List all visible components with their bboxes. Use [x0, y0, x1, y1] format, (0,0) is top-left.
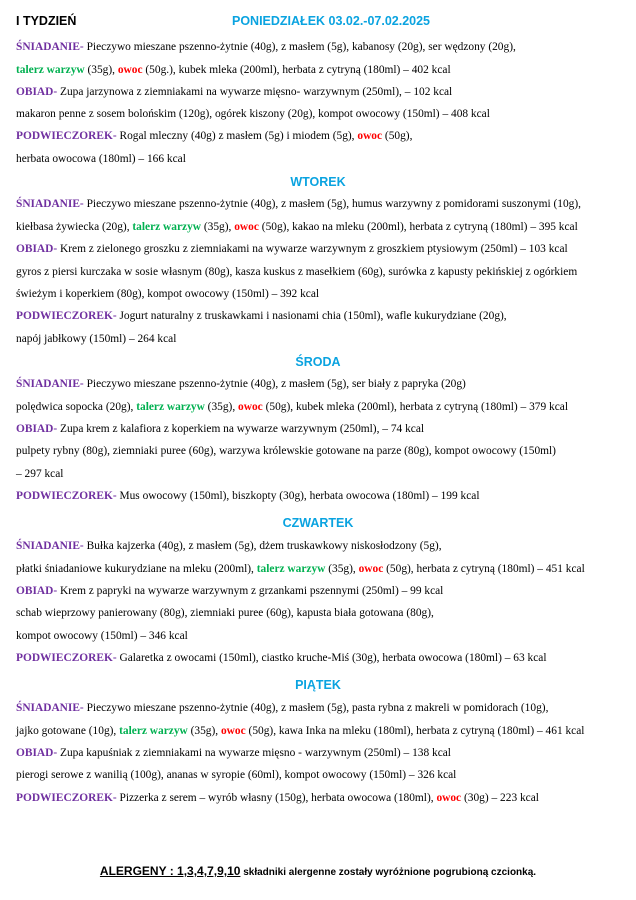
allergen-list: ALERGENY : 1,3,4,7,9,10 [99, 864, 241, 878]
menu-text-emphasis: owoc [357, 130, 383, 142]
menu-text-emphasis: 346 kcal [148, 630, 188, 642]
menu-text: (5g), dżem truskawkowy niskosłodzony (5g), [231, 540, 442, 552]
menu-text: Pieczywo mieszane [83, 198, 179, 210]
day-heading: WTOREK [290, 175, 346, 189]
menu-text: (40g), z [247, 41, 290, 53]
menu-text-emphasis: 297 kcal [24, 468, 64, 480]
meal-label: ŚNIADANIE- [16, 702, 84, 714]
menu-text-emphasis: talerz warzyw [136, 401, 205, 413]
menu-text-emphasis: 103 kcal [528, 243, 568, 255]
menu-text-emphasis: Jogurt naturalny [119, 310, 194, 322]
menu-text: (35g), [204, 401, 239, 413]
menu-line [16, 606, 628, 620]
meal-label: PODWIECZOREK- [16, 490, 117, 502]
menu-text: Galaretka z owocami (150ml), [116, 652, 262, 664]
menu-text: (35g), [187, 725, 221, 737]
menu-text-emphasis: 379 kcal [529, 401, 568, 413]
menu-text-emphasis: 99 kcal [410, 585, 444, 597]
meal-label: OBIAD- [16, 243, 58, 255]
menu-text-emphasis: panierowany [98, 607, 158, 619]
meal-label: PODWIECZOREK- [16, 792, 117, 804]
menu-text: (50g), kawa Inka [245, 725, 329, 737]
menu-text-emphasis: makaron [16, 108, 56, 120]
menu-text-emphasis: warzywnym [304, 747, 362, 759]
menu-text: (20g), [485, 41, 516, 53]
menu-text: (5g), humus warzywny z pomidorami suszonymi (10g), [324, 198, 582, 210]
meal-label: PODWIECZOREK- [16, 130, 117, 142]
menu-text: Krem z papryki na wywarze [57, 585, 192, 597]
meal-label: OBIAD- [16, 747, 58, 759]
menu-text-emphasis: 166 kcal [146, 153, 186, 165]
menu-text-emphasis: 408 kcal [451, 108, 490, 120]
menu-line [16, 197, 628, 211]
menu-text: (250ml) – [361, 747, 413, 759]
menu-text: (40g) z [188, 130, 227, 142]
meal-label: OBIAD- [16, 423, 58, 435]
menu-text: (60g), kapusta biała gotowana (80g), [263, 607, 434, 619]
menu-text: (60g), warzywa królewskie gotowane na parze (80g), kompot owocowy (150ml) [185, 445, 556, 457]
meal-label: PODWIECZOREK- [16, 652, 117, 664]
menu-text-emphasis: owoc [436, 792, 462, 804]
menu-text-emphasis: 223 kcal [500, 792, 539, 804]
menu-text: (250ml), – [359, 86, 414, 98]
menu-text-emphasis: mleka [209, 64, 238, 76]
menu-text-emphasis: mleka [326, 401, 355, 413]
menu-text-emphasis: biszkopty [232, 490, 277, 502]
menu-text: kiełbasa żywiecka (20g), [16, 221, 133, 233]
menu-text-emphasis: owoc [220, 725, 246, 737]
menu-text-emphasis: 138 kcal [412, 747, 451, 759]
menu-text: (30g) – [461, 792, 501, 804]
menu-text-emphasis: warzywnym z grzankami pszennymi [191, 585, 360, 597]
menu-text: (250ml), – [337, 423, 391, 435]
menu-line [16, 242, 628, 256]
menu-line [16, 107, 628, 121]
menu-text: (250ml) – [359, 585, 411, 597]
menu-line [16, 467, 628, 481]
menu-text-emphasis: Rogal mleczny [119, 130, 189, 142]
menu-text-emphasis: talerz warzyw [119, 725, 188, 737]
menu-text: (60g), surówka z kapusty pekińskiej z ogórkiem [355, 266, 578, 278]
meal-label: ŚNIADANIE- [16, 378, 84, 390]
menu-text: kruche-Miś (30g), herbata owocowa (180ml) – [293, 652, 514, 664]
menu-line [16, 746, 628, 760]
menu-text-emphasis: puree [238, 607, 264, 619]
meal-label: PODWIECZOREK- [16, 310, 117, 322]
menu-text-emphasis: warzywnym [309, 243, 367, 255]
menu-text-emphasis: 392 kcal [280, 288, 320, 300]
menu-text: (20g) [438, 378, 466, 390]
menu-text: Zupa krem z kalafiora z koperkiem na wywarze [57, 423, 281, 435]
menu-text-emphasis: warzywnym [303, 86, 360, 98]
menu-text: penne z sosem bolońskim (120g), ogórek kiszony (20g), kompot owocowy (150ml) – [55, 108, 451, 120]
menu-line [16, 724, 628, 738]
menu-text: (50g), kakao na [258, 221, 336, 233]
menu-line [16, 539, 628, 553]
menu-line [16, 400, 628, 414]
menu-text: kompot owocowy (150ml) – [16, 630, 149, 642]
menu-text-emphasis: mleku [335, 221, 365, 233]
meal-label: ŚNIADANIE- [16, 540, 84, 552]
menu-text: Mus owocowy (150ml), [116, 490, 233, 502]
menu-text-emphasis: pszenno-żytnie [178, 41, 248, 53]
menu-text: Krem z zielonego groszku z ziemniakami na wywarze [57, 243, 310, 255]
menu-text: gyros z piersi kurczaka w sosie własnym (80g), kasza kuskus z [16, 266, 306, 278]
menu-text-emphasis: masłem [196, 540, 232, 552]
menu-line [16, 309, 628, 323]
menu-line [16, 129, 628, 143]
menu-text-emphasis: owoc [358, 563, 384, 575]
menu-text-emphasis: ser biały z papryka [351, 378, 439, 390]
menu-text: gotowane (10g), [38, 725, 120, 737]
menu-line [16, 422, 628, 436]
menu-line [16, 562, 628, 576]
menu-text-emphasis: masłem [226, 130, 262, 142]
menu-text-emphasis: owoc [234, 221, 259, 233]
menu-text: świeżym i koperkiem (80g), kompot owocowy (150ml) – [16, 288, 281, 300]
menu-text-emphasis: ser wędzony [428, 41, 486, 53]
menu-text: w pomidorach (10g), [449, 702, 549, 714]
menu-line [16, 701, 628, 715]
meal-label: ŚNIADANIE- [16, 198, 84, 210]
menu-text: polędwica sopocka (20g), [16, 401, 137, 413]
menu-text: Pieczywo mieszane [83, 702, 179, 714]
menu-text-emphasis: 102 kcal [413, 86, 453, 98]
menu-text-emphasis: jajko [16, 725, 39, 737]
menu-text-emphasis: talerz warzyw [256, 563, 326, 575]
menu-text-emphasis: 264 kcal [137, 333, 177, 345]
menu-text-emphasis: 199 kcal [440, 490, 480, 502]
menu-text: Pieczywo mieszane [83, 378, 179, 390]
menu-text-emphasis: pierogi serowe [16, 769, 84, 781]
menu-text: Zupa kapuśniak z ziemniakami na wywarze mięsno - [57, 747, 305, 759]
menu-text-emphasis: 461 kcal [545, 725, 585, 737]
menu-text-emphasis: 451 kcal [545, 563, 585, 575]
menu-text-emphasis: Bułka kajzerka [86, 540, 156, 552]
menu-line [16, 220, 628, 234]
menu-line [16, 791, 628, 805]
menu-text: (50g), herbata z cytryną (180ml) – [383, 563, 546, 575]
menu-text: (50g.), kubek [142, 64, 210, 76]
menu-text: herbata owocowa (180ml) – [16, 153, 147, 165]
menu-text: z groszkiem ptysiowym (250ml) – [366, 243, 529, 255]
menu-text: (30g), herbata owocowa (180ml) – [276, 490, 441, 502]
menu-text-emphasis: mleku [183, 563, 212, 575]
menu-text: (5g), kabanosy (20g), [324, 41, 429, 53]
menu-text-emphasis: warzywnym [280, 423, 338, 435]
menu-text-emphasis: 63 kcal [513, 652, 547, 664]
date-range: PONIEDZIAŁEK 03.02.-07.02.2025 [232, 14, 431, 28]
menu-text-emphasis: ciastko [261, 652, 294, 664]
menu-line [16, 287, 628, 301]
menu-text-emphasis: masłem [289, 198, 325, 210]
menu-text-emphasis: pulpety rybny [16, 445, 80, 457]
menu-text: (80g), ziemniaki [79, 445, 161, 457]
menu-text: (35g), [84, 64, 118, 76]
menu-line [16, 265, 628, 279]
menu-text: (200ml), herbata z cytryną (180ml) – [237, 64, 412, 76]
menu-text: (40g), z [247, 378, 290, 390]
menu-text: (5g), pasta [324, 702, 379, 714]
meal-label: OBIAD- [16, 585, 58, 597]
menu-text-emphasis: pszenno-żytnie [178, 198, 248, 210]
menu-text-emphasis: pszenno-żytnie [178, 378, 248, 390]
menu-line [16, 63, 628, 77]
menu-text-emphasis: 402 kcal [411, 64, 451, 76]
menu-line [16, 152, 628, 166]
day-heading: PIĄTEK [295, 678, 341, 692]
menu-text-emphasis: talerz warzyw [132, 221, 202, 233]
menu-line [16, 629, 628, 643]
menu-text: (35g), [325, 563, 359, 575]
menu-text: (200ml), [211, 563, 257, 575]
menu-text-emphasis: masłem [289, 41, 325, 53]
menu-text: – [16, 468, 25, 480]
menu-text: (40g), z [247, 702, 290, 714]
menu-text: (5g) i miodem (5g), [261, 130, 358, 142]
menu-line [16, 489, 628, 503]
menu-text-emphasis: 326 kcal [417, 769, 457, 781]
menu-text-emphasis: masłem [289, 378, 325, 390]
menu-text: – wyrób własny (150g), herbata owocowa (180ml), [196, 792, 437, 804]
menu-text-emphasis: 395 kcal [538, 221, 578, 233]
menu-text: (40g), z [155, 540, 197, 552]
menu-text-emphasis: owoc [238, 401, 263, 413]
menu-text-emphasis: puree [160, 445, 186, 457]
menu-text: (5g), [324, 378, 352, 390]
menu-text-emphasis: pszenno-żytnie [178, 702, 248, 714]
menu-text: (40g), z [247, 198, 290, 210]
menu-text-emphasis: owoc [117, 64, 143, 76]
menu-text-emphasis: masełkiem [305, 266, 356, 278]
menu-text: (180ml), herbata z cytryną (180ml) – [370, 725, 546, 737]
menu-text-emphasis: Pizzerka z serem [119, 792, 197, 804]
menu-text: Zupa jarzynowa z ziemniakami na wywarze mięsno- [57, 86, 304, 98]
menu-text-emphasis: masłem [289, 702, 325, 714]
menu-text: Pieczywo mieszane [83, 41, 179, 53]
allergen-note: składniki alergenne zostały wyróżnione pogrubioną czcionką. [240, 867, 537, 878]
menu-text: (35g), [201, 221, 235, 233]
allergen-footer [0, 862, 636, 880]
meal-label: OBIAD- [16, 86, 58, 98]
menu-line [16, 85, 628, 99]
menu-text: płatki śniadaniowe kukurydziane na [16, 563, 184, 575]
menu-text: schab wieprzowy [16, 607, 99, 619]
meal-label: ŚNIADANIE- [16, 41, 84, 53]
menu-line [16, 377, 628, 391]
menu-text: z truskawkami i nasionami chia (150ml), wafle kukurydziane (20g), [193, 310, 507, 322]
day-heading: ŚRODA [295, 355, 341, 369]
menu-text: napój jabłkowy (150ml) – [16, 333, 138, 345]
menu-text: (50g), kubek [262, 401, 327, 413]
menu-line [16, 651, 628, 665]
menu-text-emphasis: talerz warzyw [16, 64, 85, 76]
menu-text: (80g), ziemniaki [157, 607, 239, 619]
menu-text: (200ml), herbata z cytryną (180ml) – [354, 401, 530, 413]
menu-text: (50g), [382, 130, 413, 142]
menu-text-emphasis: na mleku [328, 725, 371, 737]
menu-text: z wanilią (100g), ananas w syropie (60ml), kompot owocowy (150ml) – [83, 769, 418, 781]
menu-text-emphasis: rybna z makreli [378, 702, 450, 714]
day-heading: CZWARTEK [282, 516, 354, 530]
menu-text-emphasis: 74 kcal [390, 423, 425, 435]
week-title: I TYDZIEŃ [16, 14, 77, 28]
menu-text: (200ml), herbata z cytryną (180ml) – [364, 221, 539, 233]
menu-line [16, 444, 628, 458]
menu-line [16, 40, 628, 54]
menu-line [16, 768, 628, 782]
menu-line [16, 584, 628, 598]
menu-line [16, 332, 628, 346]
